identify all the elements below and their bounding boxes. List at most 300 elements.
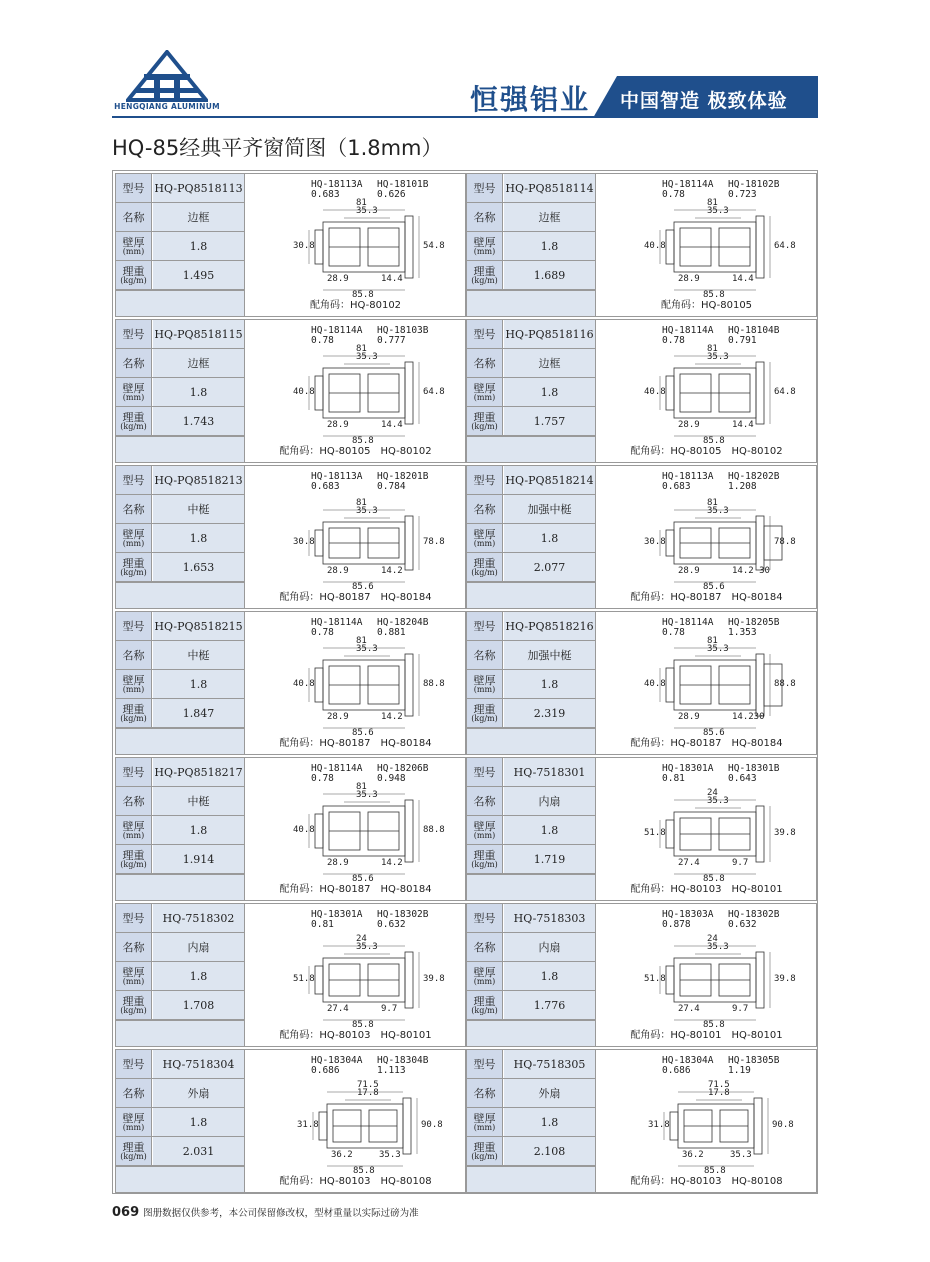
spec-row-thickness (467, 524, 595, 553)
spec-label-text (474, 383, 496, 402)
spec-label-weight (116, 407, 152, 435)
spec-table (467, 320, 595, 462)
spec-row-name (467, 787, 595, 816)
spec-row-model (467, 1050, 595, 1079)
dim-bottom-left: 27.4 (678, 858, 700, 868)
part-code-b: HQ-18204B (377, 617, 429, 628)
profile-drawing (595, 174, 816, 316)
spec-value-weight: 1.743 (153, 407, 244, 435)
spec-row-weight (467, 991, 595, 1020)
spec-value-name: 内扇 (504, 787, 595, 815)
corner-connector-codes: 配角码：HQ-80187 HQ-80184 (279, 592, 432, 603)
spec-label-unit: (kg/m) (471, 713, 498, 723)
spec-row-thickness (467, 232, 595, 261)
profile-panel (466, 1049, 817, 1193)
spec-row-thickness (116, 232, 244, 261)
spec-table (116, 758, 244, 900)
header-divider (112, 116, 818, 118)
spec-label-text (474, 1113, 496, 1132)
dim-left-height: 51.8 (293, 974, 315, 984)
spec-label-thickness (467, 232, 503, 260)
part-code-a: HQ-18301A (662, 763, 714, 774)
spec-label-unit: (kg/m) (471, 421, 498, 431)
dim-bottom-right: 14.230 (732, 712, 765, 722)
dim-left-height: 30.8 (293, 241, 315, 251)
spec-label-weight (116, 261, 152, 289)
spec-label-weight (116, 699, 152, 727)
spec-row-name (116, 933, 244, 962)
corner-connector-codes: 配角码：HQ-80103 HQ-80108 (279, 1176, 432, 1187)
spec-label-thickness (467, 1108, 503, 1136)
spec-label-name (467, 203, 503, 231)
spec-label-text (123, 621, 145, 632)
spec-label-weight (467, 407, 503, 435)
spec-row-weight (116, 261, 244, 290)
slogan-text: 中国智造 极致体验 (620, 90, 788, 112)
part-weight-b: 0.777 (377, 335, 406, 346)
dim-inner-width: 35.3 (707, 352, 729, 362)
spec-row-name (467, 203, 595, 232)
spec-value-thickness: 1.8 (153, 524, 244, 552)
dim-width-top: 81 (356, 344, 367, 354)
spec-row-thickness (467, 816, 595, 845)
dim-inner-width: 35.3 (356, 790, 378, 800)
spec-label-text (474, 675, 496, 694)
spec-label-text (474, 504, 496, 515)
spec-label-name (116, 787, 152, 815)
spec-row-thickness (467, 378, 595, 407)
spec-label-unit: (kg/m) (120, 421, 147, 431)
spec-value-thickness: 1.8 (504, 670, 595, 698)
spec-label-text (471, 850, 498, 869)
part-code-a: HQ-18114A (662, 325, 714, 336)
part-weight-a: 0.78 (662, 335, 685, 346)
dim-bottom-left: 28.9 (327, 858, 349, 868)
spec-row-name (116, 787, 244, 816)
part-code-b: HQ-18104B (728, 325, 780, 336)
spec-label-main: 名称 (122, 356, 145, 370)
dim-right-height: 88.8 (423, 825, 445, 835)
spec-label-unit: (mm) (122, 1122, 145, 1132)
spec-label-thickness (467, 670, 503, 698)
spec-value-model: HQ-PQ8518215 (153, 612, 244, 640)
spec-row-name (116, 349, 244, 378)
spec-label-name (467, 787, 503, 815)
dim-right-height: 54.8 (423, 241, 445, 251)
spec-value-thickness: 1.8 (153, 378, 244, 406)
spec-label-thickness (116, 524, 152, 552)
spec-label-main: 壁厚 (473, 965, 496, 979)
dim-bottom-right: 35.3 (730, 1150, 752, 1160)
part-code-b: HQ-18304B (377, 1055, 429, 1066)
spec-label-main: 名称 (122, 1086, 145, 1100)
part-weight-a: 0.683 (311, 189, 340, 200)
profile-drawing (244, 758, 465, 900)
dim-right-height: 78.8 (774, 537, 796, 547)
spec-row-name (116, 641, 244, 670)
spec-row-model (467, 174, 595, 203)
corner-connector-codes: 配角码：HQ-80101 HQ-80101 (630, 1030, 783, 1041)
spec-label-text (474, 329, 496, 340)
profile-panel (115, 611, 466, 755)
spec-label-name (467, 495, 503, 523)
spec-label-text (474, 475, 496, 486)
spec-label-weight (467, 553, 503, 581)
corner-connector-codes: 配角码：HQ-80187 HQ-80184 (630, 738, 783, 749)
spec-value-model: HQ-7518303 (504, 904, 595, 932)
part-code-a: HQ-18114A (311, 617, 363, 628)
dim-width-top: 81 (707, 498, 718, 508)
spec-label-main: 名称 (122, 794, 145, 808)
spec-row-name (467, 641, 595, 670)
dim-bottom-left: 28.9 (327, 274, 349, 284)
spec-label-main: 壁厚 (473, 381, 496, 395)
spec-value-thickness: 1.8 (504, 232, 595, 260)
spec-label-model (116, 320, 152, 348)
spec-row-thickness (467, 670, 595, 699)
dim-width-top: 81 (356, 782, 367, 792)
spec-label-unit: (mm) (473, 830, 496, 840)
spec-row-weight (467, 407, 595, 436)
spec-label-text (474, 529, 496, 548)
spec-label-text (120, 704, 147, 723)
dim-left-height: 31.8 (648, 1120, 670, 1130)
corner-connector-codes: 配角码：HQ-80103 HQ-80101 (279, 1030, 432, 1041)
spec-table (467, 174, 595, 316)
spec-label-main: 型号 (473, 327, 496, 341)
spec-row-model (467, 466, 595, 495)
part-weight-b: 0.784 (377, 481, 406, 492)
spec-blank-cell (116, 728, 244, 754)
part-code-a: HQ-18304A (311, 1055, 363, 1066)
part-code-a: HQ-18113A (662, 471, 714, 482)
dim-total-width: 85.6 (352, 874, 374, 884)
footer (112, 1205, 419, 1220)
spec-blank-cell (116, 582, 244, 608)
spec-label-text (474, 1059, 496, 1070)
dim-total-width: 85.8 (703, 436, 725, 446)
part-weight-b: 0.723 (728, 189, 757, 200)
dim-width-top: 81 (707, 636, 718, 646)
spec-label-text (123, 942, 145, 953)
spec-label-text (123, 475, 145, 486)
spec-label-unit: (kg/m) (120, 859, 147, 869)
spec-label-main: 理重 (122, 994, 145, 1008)
dim-bottom-right: 14.2 30 (732, 566, 770, 576)
spec-label-main: 壁厚 (473, 1111, 496, 1125)
spec-label-main: 名称 (473, 502, 496, 516)
spec-label-weight (116, 1137, 152, 1165)
spec-table (116, 320, 244, 462)
spec-label-main: 理重 (473, 848, 496, 862)
dim-total-width: 85.6 (352, 582, 374, 592)
spec-row-name (116, 203, 244, 232)
dim-width-top: 24 (707, 788, 718, 798)
spec-label-text (471, 704, 498, 723)
spec-label-main: 壁厚 (473, 673, 496, 687)
spec-label-text (123, 383, 145, 402)
logo-text: HENGQIANG ALUMINUM (114, 102, 220, 111)
dim-width-top: 81 (356, 636, 367, 646)
profile-panel (466, 757, 817, 901)
part-code-a: HQ-18114A (662, 617, 714, 628)
spec-label-text (123, 1059, 145, 1070)
dim-bottom-left: 27.4 (678, 1004, 700, 1014)
part-code-a: HQ-18114A (662, 179, 714, 190)
spec-label-unit: (kg/m) (471, 275, 498, 285)
spec-row-model (467, 612, 595, 641)
spec-label-model (116, 612, 152, 640)
spec-blank-cell (116, 1166, 244, 1192)
spec-value-name: 边框 (153, 349, 244, 377)
spec-row-thickness (467, 1108, 595, 1137)
dim-right-height: 90.8 (772, 1120, 794, 1130)
spec-label-text (120, 412, 147, 431)
spec-value-weight: 1.776 (504, 991, 595, 1019)
spec-label-main: 名称 (473, 648, 496, 662)
spec-label-main: 壁厚 (122, 673, 145, 687)
spec-label-thickness (467, 524, 503, 552)
spec-label-unit: (mm) (122, 976, 145, 986)
spec-value-name: 内扇 (153, 933, 244, 961)
spec-label-unit: (mm) (122, 538, 145, 548)
spec-label-unit: (mm) (122, 684, 145, 694)
spec-label-text (474, 237, 496, 256)
dim-inner-width: 35.3 (356, 506, 378, 516)
corner-connector-codes: 配角码：HQ-80102 (309, 300, 402, 311)
profile-panel (466, 611, 817, 755)
spec-label-main: 型号 (122, 181, 145, 195)
spec-label-main: 壁厚 (122, 1111, 145, 1125)
spec-label-text (471, 558, 498, 577)
spec-label-text (123, 529, 145, 548)
spec-value-weight: 1.914 (153, 845, 244, 873)
part-code-a: HQ-18113A (311, 471, 363, 482)
dim-total-width: 85.8 (352, 436, 374, 446)
spec-label-unit: (mm) (473, 392, 496, 402)
spec-label-unit: (kg/m) (471, 1151, 498, 1161)
dim-left-height: 40.8 (644, 241, 666, 251)
spec-label-main: 理重 (473, 410, 496, 424)
part-code-b: HQ-18302B (728, 909, 780, 920)
profile-drawing (244, 904, 465, 1046)
part-code-b: HQ-18305B (728, 1055, 780, 1066)
part-weight-a: 0.78 (662, 189, 685, 200)
dim-right-height: 64.8 (423, 387, 445, 397)
spec-label-main: 名称 (122, 648, 145, 662)
dim-total-width: 85.8 (352, 290, 374, 300)
spec-label-main: 型号 (122, 619, 145, 633)
spec-value-model: HQ-PQ8518115 (153, 320, 244, 348)
dim-width-top: 71.5 (357, 1080, 379, 1090)
spec-label-unit: (kg/m) (471, 567, 498, 577)
corner-connector-codes: 配角码：HQ-80105 HQ-80102 (279, 446, 432, 457)
dim-left-height: 51.8 (644, 974, 666, 984)
spec-label-name (467, 641, 503, 669)
spec-label-main: 型号 (473, 619, 496, 633)
spec-value-thickness: 1.8 (153, 1108, 244, 1136)
spec-label-text (120, 1142, 147, 1161)
spec-value-model: HQ-7518301 (504, 758, 595, 786)
profile-drawing (244, 466, 465, 608)
dim-left-height: 40.8 (644, 679, 666, 689)
spec-value-weight: 1.757 (504, 407, 595, 435)
spec-row-weight (467, 553, 595, 582)
spec-label-text (123, 675, 145, 694)
spec-table (116, 1050, 244, 1192)
dim-inner-width: 35.3 (707, 506, 729, 516)
part-code-b: HQ-18301B (728, 763, 780, 774)
spec-label-main: 理重 (473, 1140, 496, 1154)
spec-label-text (474, 358, 496, 369)
dim-inner-width: 35.3 (707, 644, 729, 654)
profile-panel (115, 1049, 466, 1193)
dim-bottom-left: 28.9 (678, 712, 700, 722)
spec-label-unit: (mm) (122, 246, 145, 256)
dim-right-height: 88.8 (423, 679, 445, 689)
dim-bottom-right: 14.4 (732, 274, 754, 284)
part-weight-b: 1.353 (728, 627, 757, 638)
spec-label-model (116, 174, 152, 202)
spec-label-unit: (kg/m) (471, 859, 498, 869)
corner-connector-codes: 配角码：HQ-80187 HQ-80184 (279, 884, 432, 895)
spec-row-model (116, 904, 244, 933)
spec-label-name (116, 203, 152, 231)
spec-label-unit: (kg/m) (120, 713, 147, 723)
profile-panel (115, 465, 466, 609)
spec-label-weight (467, 845, 503, 873)
part-weight-b: 1.19 (728, 1065, 751, 1076)
spec-label-main: 理重 (473, 264, 496, 278)
part-code-b: HQ-18206B (377, 763, 429, 774)
profile-drawing (595, 320, 816, 462)
spec-label-text (474, 767, 496, 778)
spec-label-name (116, 349, 152, 377)
spec-row-name (467, 933, 595, 962)
dim-total-width: 85.8 (704, 1166, 726, 1176)
spec-value-thickness: 1.8 (153, 962, 244, 990)
spec-label-main: 名称 (122, 940, 145, 954)
spec-value-weight: 2.077 (504, 553, 595, 581)
dim-bottom-right: 9.7 (732, 1004, 749, 1014)
spec-label-model (467, 904, 503, 932)
dim-bottom-left: 28.9 (678, 566, 700, 576)
spec-row-model (116, 174, 244, 203)
spec-label-main: 型号 (122, 473, 145, 487)
spec-label-main: 型号 (122, 327, 145, 341)
spec-table (467, 466, 595, 608)
part-code-b: HQ-18302B (377, 909, 429, 920)
spec-label-main: 理重 (473, 702, 496, 716)
spec-row-thickness (116, 378, 244, 407)
spec-label-main: 名称 (473, 356, 496, 370)
spec-table (116, 174, 244, 316)
spec-label-text (123, 913, 145, 924)
page-title: HQ-85经典平齐窗简图（1.8mm） (112, 136, 443, 160)
spec-label-text (474, 183, 496, 194)
spec-label-main: 名称 (473, 210, 496, 224)
part-code-b: HQ-18205B (728, 617, 780, 628)
dim-right-height: 64.8 (774, 387, 796, 397)
spec-blank-cell (467, 290, 595, 316)
dim-bottom-left: 28.9 (327, 420, 349, 430)
spec-blank-cell (116, 1020, 244, 1046)
profile-panel (115, 903, 466, 1047)
spec-label-unit: (mm) (122, 392, 145, 402)
spec-blank-cell (116, 290, 244, 316)
spec-label-model (467, 758, 503, 786)
profile-panel (115, 757, 466, 901)
part-weight-b: 0.948 (377, 773, 406, 784)
dim-inner-width: 35.3 (707, 206, 729, 216)
spec-label-thickness (116, 378, 152, 406)
spec-label-text (471, 1142, 498, 1161)
spec-table (467, 758, 595, 900)
spec-row-thickness (116, 962, 244, 991)
dim-bottom-right: 14.2 (381, 858, 403, 868)
spec-label-text (474, 650, 496, 661)
spec-label-text (123, 237, 145, 256)
spec-row-weight (116, 407, 244, 436)
spec-label-unit: (kg/m) (120, 567, 147, 577)
part-code-a: HQ-18301A (311, 909, 363, 920)
part-code-b: HQ-18102B (728, 179, 780, 190)
part-weight-a: 0.686 (662, 1065, 691, 1076)
spec-label-text (123, 796, 145, 807)
profile-panel (466, 319, 817, 463)
profile-drawing (244, 174, 465, 316)
spec-label-weight (116, 553, 152, 581)
spec-label-weight (467, 991, 503, 1019)
spec-row-model (116, 320, 244, 349)
spec-value-model: HQ-PQ8518116 (504, 320, 595, 348)
spec-value-model: HQ-7518305 (504, 1050, 595, 1078)
spec-label-unit: (mm) (473, 538, 496, 548)
dim-bottom-right: 14.4 (732, 420, 754, 430)
spec-value-name: 外扇 (153, 1079, 244, 1107)
spec-label-main: 壁厚 (122, 381, 145, 395)
spec-label-main: 名称 (473, 794, 496, 808)
spec-label-name (467, 1079, 503, 1107)
spec-blank-cell (116, 436, 244, 462)
spec-label-main: 壁厚 (473, 527, 496, 541)
part-weight-b: 0.632 (728, 919, 757, 930)
spec-blank-cell (467, 1020, 595, 1046)
spec-value-thickness: 1.8 (504, 962, 595, 990)
spec-blank-cell (467, 1166, 595, 1192)
profile-panel (115, 319, 466, 463)
dim-bottom-right: 14.4 (381, 274, 403, 284)
spec-label-unit: (mm) (473, 246, 496, 256)
spec-value-weight: 1.495 (153, 261, 244, 289)
dim-total-width: 85.6 (352, 728, 374, 738)
spec-value-model: HQ-PQ8518214 (504, 466, 595, 494)
profile-panel (115, 173, 466, 317)
footer-note: 图册数据仅供参考，本公司保留修改权，型材重量以实际过磅为准 (143, 1208, 419, 1219)
dim-bottom-right: 14.2 (381, 566, 403, 576)
spec-label-unit: (kg/m) (120, 275, 147, 285)
dim-right-height: 90.8 (421, 1120, 443, 1130)
profile-drawing (244, 320, 465, 462)
profile-drawing (244, 612, 465, 754)
dim-width-top: 81 (356, 498, 367, 508)
spec-label-main: 理重 (122, 702, 145, 716)
corner-connector-codes: 配角码：HQ-80103 HQ-80101 (630, 884, 783, 895)
spec-value-model: HQ-PQ8518217 (153, 758, 244, 786)
spec-blank-cell (467, 582, 595, 608)
spec-label-weight (467, 1137, 503, 1165)
spec-label-main: 名称 (122, 502, 145, 516)
